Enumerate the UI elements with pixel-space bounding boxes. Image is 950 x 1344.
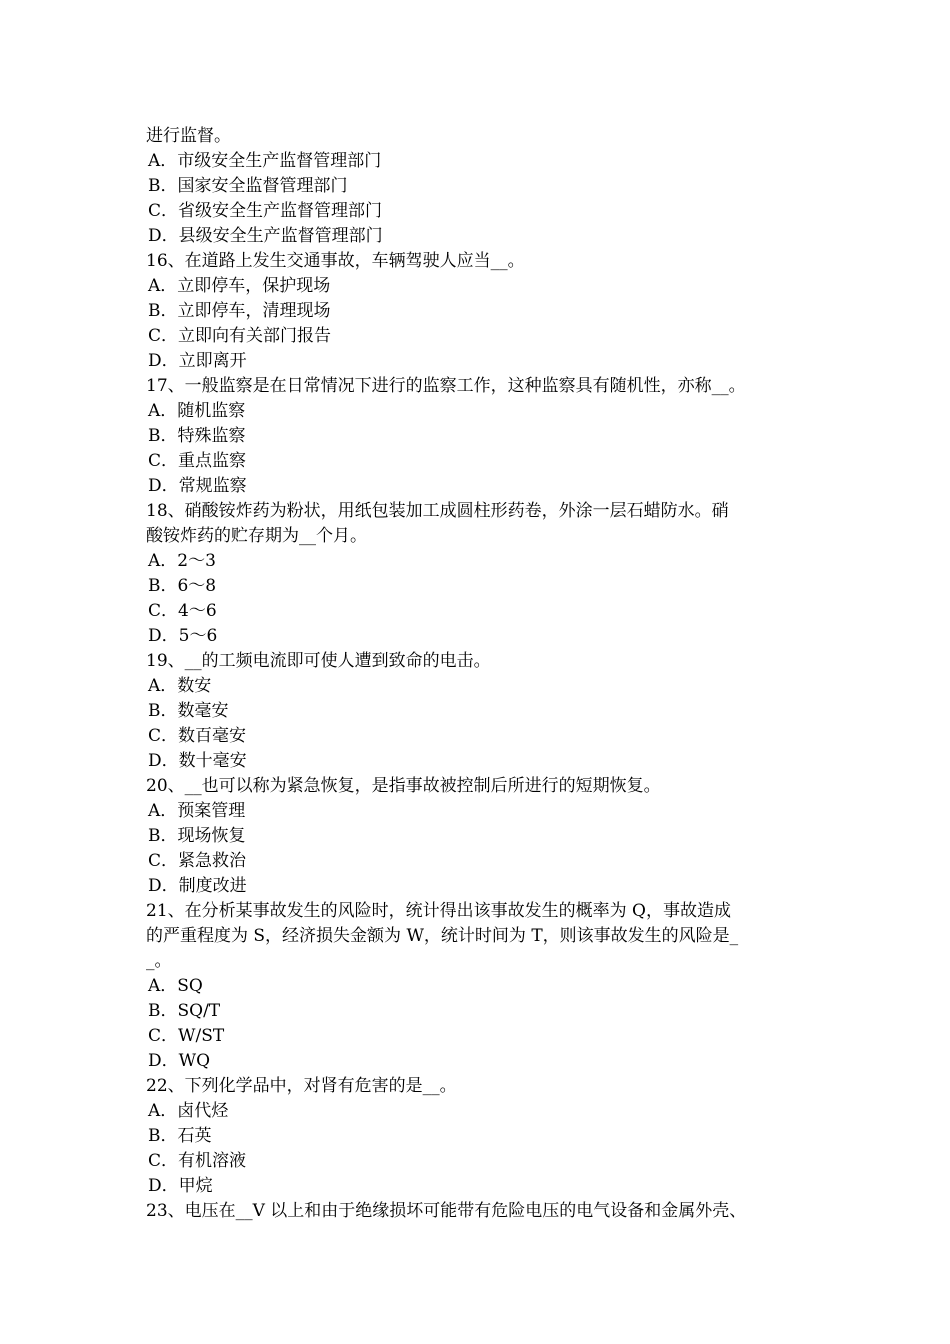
option-d: D．5～6	[148, 626, 218, 646]
question-16	[146, 249, 816, 374]
option-a: A．随机监察	[148, 401, 246, 421]
option-c: C．有机溶液	[148, 1151, 247, 1171]
option-d: D．立即离开	[148, 351, 247, 371]
question-20	[146, 774, 816, 899]
option-d: D．WQ	[148, 1051, 211, 1071]
option-a: A．卤代烃	[148, 1101, 229, 1121]
option-d: D．数十毫安	[148, 751, 247, 771]
intro-line: 进行监督。	[146, 126, 231, 146]
option-a: A．数安	[148, 676, 212, 696]
question-text: 17、一般监察是在日常情况下进行的监察工作，这种监察具有随机性，亦称__。	[146, 376, 746, 396]
option-d: D．甲烷	[148, 1176, 213, 1196]
question-text: 16、在道路上发生交通事故，车辆驾驶人应当__。	[146, 251, 525, 271]
question-22	[146, 1074, 816, 1199]
option-d: D．制度改进	[148, 876, 247, 896]
intro-option-b: B．国家安全监督管理部门	[148, 176, 348, 196]
option-b: B．现场恢复	[148, 826, 246, 846]
question-text-line-2: 的严重程度为 S，经济损失金额为 W，统计时间为 T，则该事故发生的风险是_	[146, 926, 739, 946]
option-c: C．4～6	[148, 601, 217, 621]
option-a: A．2～3	[148, 551, 216, 571]
option-a: A．预案管理	[148, 801, 246, 821]
intro-option-d: D．县级安全生产监督管理部门	[148, 226, 383, 246]
question-text: 23、电压在__V 以上和由于绝缘损坏可能带有危险电压的电气设备和金属外壳、	[146, 1201, 747, 1221]
intro-option-a: A．市级安全生产监督管理部门	[148, 151, 382, 171]
document-body	[146, 124, 816, 1224]
question-text-line-2: 酸铵炸药的贮存期为__个月。	[146, 526, 367, 546]
option-b: B．特殊监察	[148, 426, 246, 446]
option-b: B．6～8	[148, 576, 217, 596]
question-text-line-3: _。	[146, 951, 172, 971]
question-18	[146, 499, 816, 649]
option-c: C．紧急救治	[148, 851, 247, 871]
question-19	[146, 649, 816, 774]
question-text: 19、__的工频电流即可使人遭到致命的电击。	[146, 651, 491, 671]
option-c: C．数百毫安	[148, 726, 247, 746]
option-c: C．重点监察	[148, 451, 247, 471]
option-b: B．数毫安	[148, 701, 229, 721]
option-b: B．SQ/T	[148, 1001, 221, 1021]
option-c: C．立即向有关部门报告	[148, 326, 332, 346]
question-text-line-1: 21、在分析某事故发生的风险时，统计得出该事故发生的概率为 Q，事故造成	[146, 901, 731, 921]
question-text: 20、__也可以称为紧急恢复，是指事故被控制后所进行的短期恢复。	[146, 776, 661, 796]
question-text-line-1: 18、硝酸铵炸药为粉状，用纸包装加工成圆柱形药卷，外涂一层石蜡防水。硝	[146, 501, 729, 521]
option-d: D．常规监察	[148, 476, 247, 496]
option-b: B．立即停车，清理现场	[148, 301, 331, 321]
option-a: A．立即停车，保护现场	[148, 276, 331, 296]
question-23	[146, 1199, 816, 1224]
intro-option-c: C．省级安全生产监督管理部门	[148, 201, 383, 221]
option-a: A．SQ	[148, 976, 203, 996]
question-21	[146, 899, 816, 1074]
option-c: C．W/ST	[148, 1026, 225, 1046]
option-b: B．石英	[148, 1126, 212, 1146]
question-17	[146, 374, 816, 499]
question-text: 22、下列化学品中，对肾有危害的是__。	[146, 1076, 457, 1096]
